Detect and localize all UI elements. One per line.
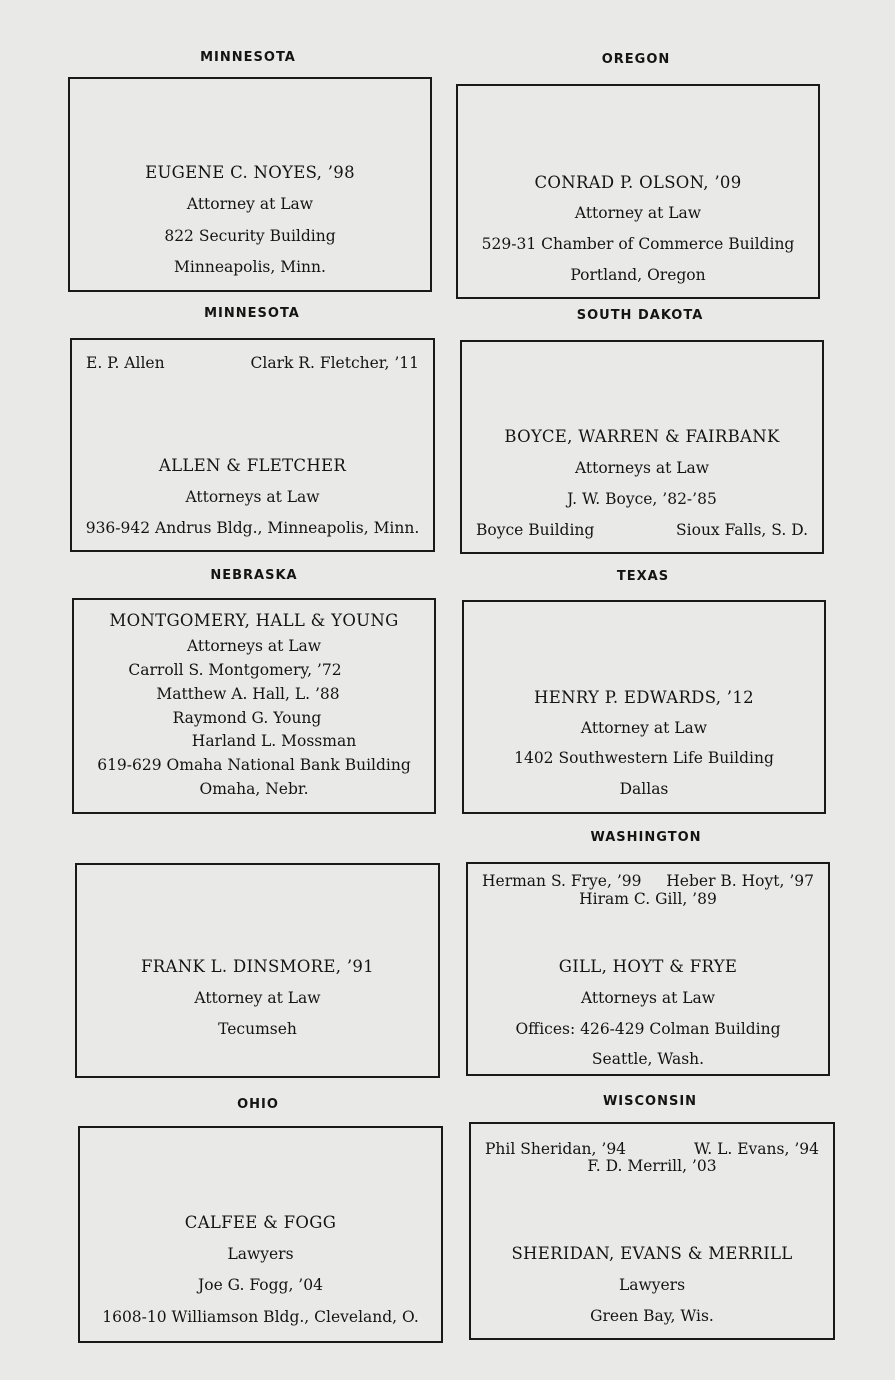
card-city: Tecumseh xyxy=(218,1020,297,1038)
card-member: Joe G. Fogg, ’04 xyxy=(198,1276,323,1294)
card-montgomery-hall-young xyxy=(72,598,436,814)
state-heading-ohio: OHIO xyxy=(237,1097,279,1112)
card-name: BOYCE, WARREN & FAIRBANK xyxy=(504,427,780,446)
card-name: EUGENE C. NOYES, ’98 xyxy=(145,163,355,182)
card-member: Carroll S. Montgomery, ’72 xyxy=(128,661,342,679)
card-olson xyxy=(456,84,820,299)
card-title: Attorneys at Law xyxy=(580,989,716,1007)
card-address: 822 Security Building xyxy=(164,227,336,245)
card-title: Attorney at Law xyxy=(186,195,314,213)
state-heading-south-dakota: SOUTH DAKOTA xyxy=(576,308,704,323)
card-member: Harland L. Mossman xyxy=(191,732,357,750)
partner-right: Clark R. Fletcher, ’11 xyxy=(250,354,419,372)
state-heading-texas: TEXAS xyxy=(616,569,670,584)
card-city: Portland, Oregon xyxy=(570,266,706,284)
card-name: MONTGOMERY, HALL & YOUNG xyxy=(109,611,399,630)
card-title: Attorneys at Law xyxy=(185,488,320,506)
card-calfee-fogg xyxy=(78,1126,443,1343)
card-member: Raymond G. Young xyxy=(172,709,322,727)
card-address: 936-942 Andrus Bldg., Minneapolis, Minn. xyxy=(85,519,420,537)
card-building: Boyce Building xyxy=(476,521,595,539)
card-dinsmore xyxy=(75,863,440,1078)
partner-left: E. P. Allen xyxy=(86,354,165,372)
card-name: CONRAD P. OLSON, ’09 xyxy=(534,173,742,192)
card-boyce-warren-fairbank xyxy=(460,340,824,554)
card-name: ALLEN & FLETCHER xyxy=(158,456,347,475)
card-name: GILL, HOYT & FRYE xyxy=(558,957,738,976)
card-title: Attorneys at Law xyxy=(574,459,710,477)
card-gill-hoyt-frye xyxy=(466,862,830,1076)
card-city: Dallas xyxy=(619,780,669,798)
card-city: Green Bay, Wis. xyxy=(590,1307,714,1325)
partner-left: Herman S. Frye, ’99 xyxy=(482,872,642,890)
card-edwards xyxy=(462,600,826,814)
state-heading-oregon: OREGON xyxy=(601,52,671,67)
partner-right: Heber B. Hoyt, ’97 xyxy=(666,872,814,890)
card-title: Lawyers xyxy=(618,1276,686,1294)
state-heading-washington: WASHINGTON xyxy=(590,830,702,845)
card-title: Attorney at Law xyxy=(574,204,702,222)
card-city: Omaha, Nebr. xyxy=(199,780,309,798)
card-address: 619-629 Omaha National Bank Building xyxy=(97,756,411,774)
card-title: Lawyers xyxy=(227,1245,294,1263)
card-noyes xyxy=(68,77,432,292)
card-offices: Offices: 426-429 Colman Building xyxy=(515,1020,781,1038)
card-name: SHERIDAN, EVANS & MERRILL xyxy=(511,1244,793,1263)
card-city: Seattle, Wash. xyxy=(591,1050,705,1068)
card-address: 1402 Southwestern Life Building xyxy=(514,749,774,767)
card-address: 1608-10 Williamson Bldg., Cleveland, O. xyxy=(102,1308,419,1326)
card-address: 529-31 Chamber of Commerce Building xyxy=(481,235,795,253)
state-heading-nebraska: NEBRASKA xyxy=(210,568,298,583)
partner-right: W. L. Evans, ’94 xyxy=(694,1140,819,1158)
card-sheridan-evans-merrill xyxy=(469,1122,835,1340)
card-member: Matthew A. Hall, L. ’88 xyxy=(156,685,340,703)
card-title: Attorneys at Law xyxy=(186,637,322,655)
state-heading-minnesota: MINNESOTA xyxy=(200,50,296,65)
card-city: Minneapolis, Minn. xyxy=(174,258,326,276)
card-name: CALFEE & FOGG xyxy=(184,1213,337,1232)
partner-center: F. D. Merrill, ’03 xyxy=(587,1157,717,1175)
state-heading-minnesota-2: MINNESOTA xyxy=(204,306,300,321)
card-title: Attorney at Law xyxy=(194,989,321,1007)
partner-left: Phil Sheridan, ’94 xyxy=(485,1140,627,1158)
card-allen-fletcher xyxy=(70,338,435,552)
state-heading-wisconsin: WISCONSIN xyxy=(602,1094,698,1109)
card-title: Attorney at Law xyxy=(580,719,708,737)
card-city: Sioux Falls, S. D. xyxy=(676,521,808,539)
partner-center: Hiram C. Gill, ’89 xyxy=(579,890,717,908)
card-member: J. W. Boyce, ’82-’85 xyxy=(567,490,717,508)
card-name: HENRY P. EDWARDS, ’12 xyxy=(534,688,754,707)
card-name: FRANK L. DINSMORE, ’91 xyxy=(141,957,374,976)
